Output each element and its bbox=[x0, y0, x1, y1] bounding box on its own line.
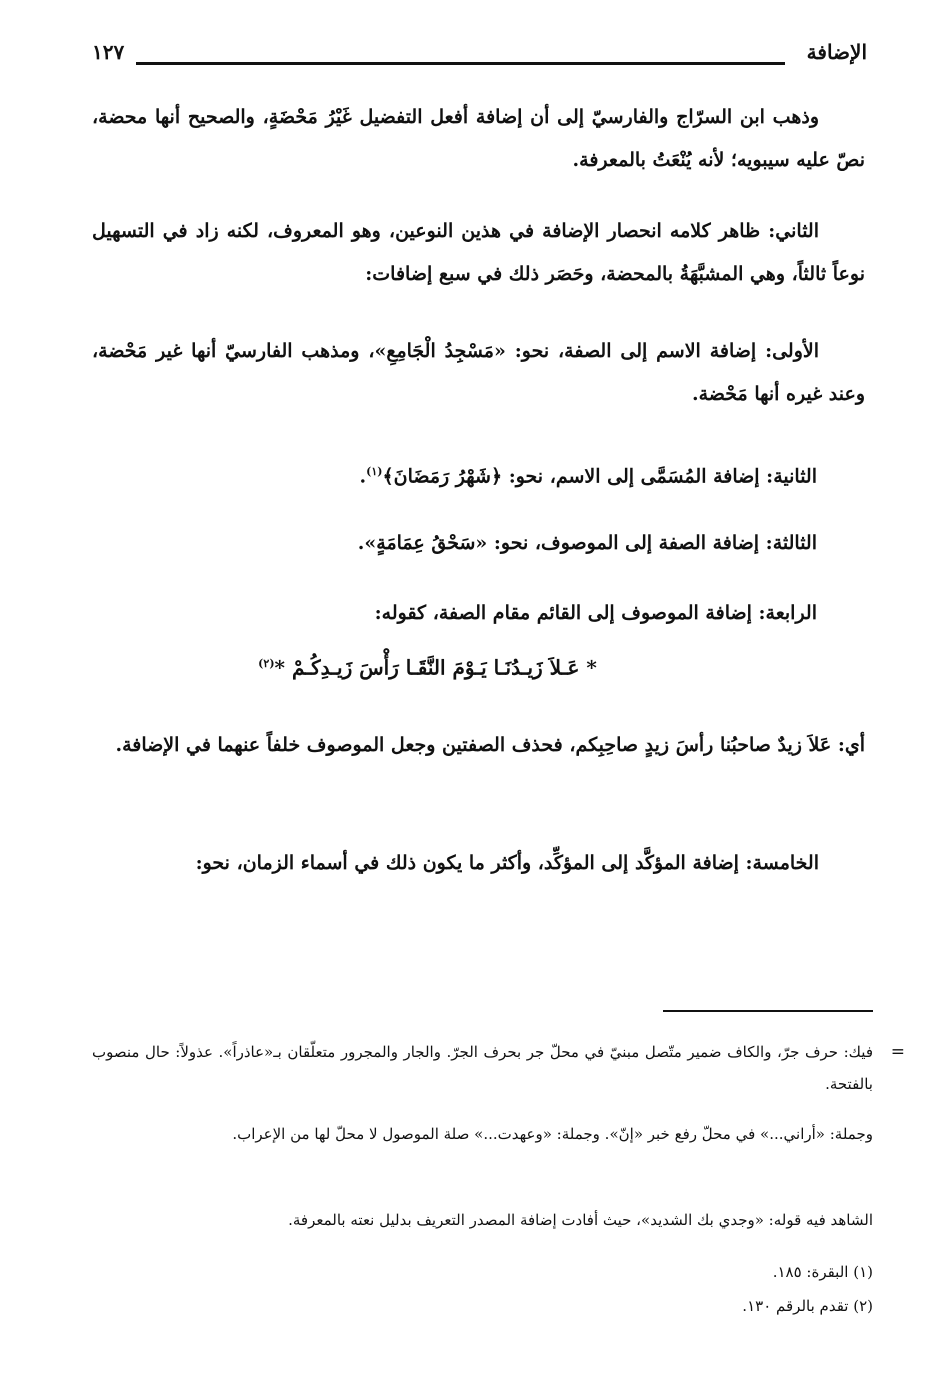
paragraph-8: الخامسة: إضافة المؤكَّد إلى المؤكِّد، وأكثر ما يكون ذلك في أسماء الزمان، نحو: bbox=[195, 852, 819, 874]
paragraph-6: الرابعة: إضافة الموصوف إلى القائم مقام الصفة، كقوله: bbox=[374, 602, 817, 624]
header-rule bbox=[136, 62, 785, 65]
footnote-ref-2: (٢) bbox=[258, 657, 275, 670]
running-head: الإضافة bbox=[806, 40, 867, 64]
page-number: ١٢٧ bbox=[92, 40, 125, 64]
paragraph-4: الثانية: إضافة المُسَمَّى إلى الاسم، نحو: ﴿شَهْرُ رَمَضَانَ﴾$^{(١)}$. bbox=[359, 465, 817, 488]
footnote-continued-a: فيك: حرف جرّ، والكاف ضمير متّصل مبنيّ في محلّ جر بحرف الجرّ. والجار والمجرور متعلّقان بـ«عاذراً». عذولاً: حال منصوب بالفتحة. bbox=[92, 1043, 873, 1093]
paragraph-3: الأولى: إضافة الاسم إلى الصفة، نحو: «مَسْجِدُ الْجَامِعِ»، ومذهب الفارسيّ أنها غير مَحْضة، وعند غيره أنها مَحْضة. bbox=[92, 340, 865, 405]
footnote-2: (٢) تقدم بالرقم ١٣٠. bbox=[742, 1297, 873, 1315]
verse-line: * عَـلاَ زَيـدُنَـا يَـوْمَ النَّقَـا رَأْسَ زَيـدِكُـمْ *$^{(٢)}$ bbox=[258, 655, 597, 680]
paragraph-7: أي: عَلاَ زيدٌ صاحبُنا رأسَ زيدٍ صاحِبِكم، فحذف الصفتين وجعل الموصوف خلفاً عنهما في الإضافة. bbox=[115, 734, 865, 756]
footnote-1: (١) البقرة: ١٨٥. bbox=[772, 1263, 873, 1281]
continuation-mark: = bbox=[890, 1042, 905, 1062]
paragraph-5: الثالثة: إضافة الصفة إلى الموصوف، نحو: «سَحْقُ عِمَامَةٍ». bbox=[357, 532, 817, 554]
paragraph-2: الثاني: ظاهر كلامه انحصار الإضافة في هذين النوعين، وهو المعروف، لكنه زاد في التسهيل نوعاً ثالثاً، وهي المشبَّهَةُ بالمحضة، وحَصَر ذلك في سبع إضافات: bbox=[92, 220, 865, 285]
footnote-continued-b: وجملة: «أراني...» في محلّ رفع خبر «إنّ». وجملة: «وعهدت...» صلة الموصول لا محلّ لها من الإعراب. bbox=[232, 1125, 873, 1143]
footnote-continued-c: الشاهد فيه قوله: «وجدي بك الشديد»، حيث أفادت إضافة المصدر التعريف بدليل نعته بالمعرفة. bbox=[288, 1211, 873, 1229]
footnote-ref-1: (١) bbox=[366, 465, 383, 478]
footnote-separator bbox=[663, 1010, 873, 1012]
paragraph-1: وذهب ابن السرّاج والفارسيّ إلى أن إضافة أفعل التفضيل غَيْرُ مَحْضَةٍ، والصحيح أنها محضة، نصّ عليه سيبويه؛ لأنه يُنْعَتُ بالمعرفة. bbox=[92, 106, 865, 171]
page-header bbox=[92, 40, 867, 80]
